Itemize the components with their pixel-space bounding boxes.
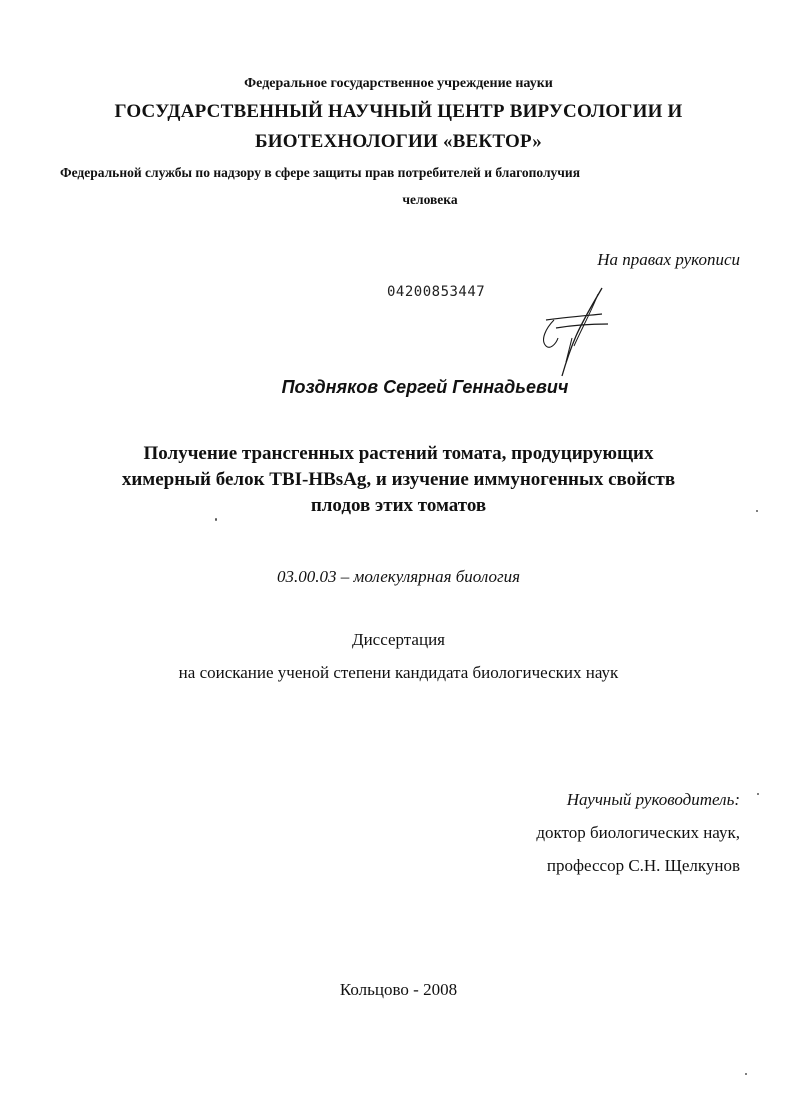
specialty-code: 03.00.03 – молекулярная биология: [276, 567, 521, 586]
institution-affiliation-line1: Федеральной службы по надзору в сфере защиты прав потребителей и благополучия: [60, 165, 581, 180]
supervisor-label: Научный руководитель:: [566, 790, 740, 809]
scan-speck: [745, 1073, 747, 1075]
serial-number: 04200853447: [387, 284, 486, 300]
institution-affiliation-line2: человека: [402, 192, 458, 207]
author-name: Поздняков Сергей Геннадьевич: [281, 377, 569, 397]
title-line: плодов этих томатов: [310, 495, 487, 516]
scan-speck: [757, 793, 759, 795]
scan-speck: [215, 518, 217, 521]
institution-name-line2: БИОТЕХНОЛОГИИ «ВЕКТОР»: [255, 131, 542, 152]
scan-speck: [756, 510, 758, 512]
supervisor-name: профессор С.Н. Щелкунов: [546, 856, 740, 875]
dissertation-title: [0, 441, 797, 519]
place-and-year: Кольцово - 2008: [339, 980, 458, 999]
handwritten-signature: [532, 284, 612, 380]
supervisor-degree: доктор биологических наук,: [536, 823, 740, 842]
document-type: Диссертация: [351, 630, 445, 649]
manuscript-note: На правах рукописи: [597, 250, 740, 269]
degree-statement: на соискание ученой степени кандидата биологических наук: [178, 663, 619, 682]
institution-type: Федеральное государственное учреждение науки: [244, 76, 553, 91]
institution-name-line1: ГОСУДАРСТВЕННЫЙ НАУЧНЫЙ ЦЕНТР ВИРУСОЛОГИИ И: [114, 101, 683, 122]
title-line: Получение трансгенных растений томата, продуцирующих: [143, 443, 654, 464]
title-line: химерный белок TBI-HBsAg, и изучение иммуногенных свойств: [121, 469, 676, 490]
